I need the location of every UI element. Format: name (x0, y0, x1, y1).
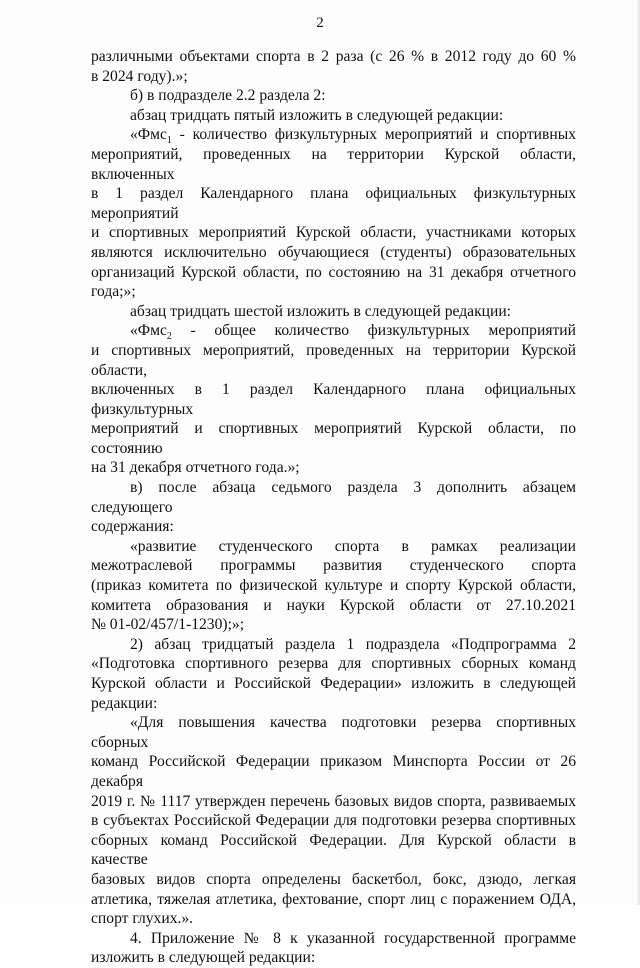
formula-subscript: 2 (166, 331, 172, 343)
quote-fms2-line (91, 321, 576, 341)
text-line (91, 576, 576, 596)
text-line (91, 419, 576, 458)
document-body (91, 47, 576, 968)
text-line (91, 380, 576, 419)
text-line-content: 2019 г. № 1117 утвержден перечень базовых видов спорта, развиваемых (91, 792, 576, 810)
text-line (91, 752, 576, 791)
text-line-content: в 1 раздел Календарного плана официальных физкультурных мероприятий (91, 185, 576, 222)
text-line: № 01-02/457/1-1230);»; (91, 616, 245, 634)
text-line-content: различными объектами спорта в 2 раза (с 26 % в 2012 году до 60 % (91, 48, 576, 65)
text-line: в 2024 году).»; (91, 67, 188, 85)
quote-fms1-first-line (91, 125, 576, 145)
text-line-content: «развитие студенческого спорта в рамках реализации (130, 537, 576, 555)
page-number: 2 (316, 15, 324, 31)
text-line: спорт глухих.». (91, 910, 194, 928)
text-line (91, 47, 576, 67)
text-line: на 31 декабря отчетного года.»; (91, 459, 300, 477)
quote-reserve-training (91, 713, 576, 752)
formula-definition: - количество физкультурных мероприятий и спортивных (171, 126, 576, 144)
paragraph-4 (91, 929, 576, 949)
text-line-content: атлетика, тяжелая атлетика, фехтование, спорт лиц с поражением ОДА, (91, 890, 576, 908)
text-line-content: 4. Приложение № 8 к указанной государственной программе (130, 929, 576, 947)
text-line (91, 596, 576, 616)
text-line-content: и спортивных мероприятий Курской области, участниками которых (91, 224, 576, 242)
text-line-content: команд Российской Федерации приказом Минспорта России от 26 декабря (91, 753, 576, 790)
text-line (91, 184, 576, 223)
paragraph-v (91, 478, 576, 517)
text-line-content: межотраслевой программы развития студенческого спорта (91, 557, 576, 575)
text-line: редакции: (91, 694, 158, 712)
text-line (91, 831, 576, 870)
text-line: содержания: (91, 518, 174, 536)
text-line (91, 243, 576, 263)
text-line-content: Курской области и Российской Федерации» изложить в следующей (91, 675, 576, 692)
text-line-content: включенных в 1 раздел Календарного плана официальных физкультурных (91, 381, 576, 418)
text-line-content: мероприятий и спортивных мероприятий Курской области, по состоянию (91, 420, 576, 457)
text-line-content: базовых видов спорта определены баскетбол, бокс, дзюдо, легкая (91, 870, 576, 888)
paragraph-b: б) в подразделе 2.2 раздела 2: (130, 87, 326, 105)
text-line-content: (приказ комитета по физической культуре и спорту Курской области, (91, 577, 576, 595)
text-line (91, 870, 576, 890)
text-line (91, 223, 576, 243)
text-line (91, 792, 576, 812)
text-line-content: и спортивных мероприятий, проведенных на территории Курской области, (91, 341, 576, 379)
quote-student-sport (91, 537, 576, 557)
text-line-content: «Для повышения качества подготовки резерва спортивных сборных (91, 714, 576, 751)
text-line (91, 890, 576, 910)
text-line (91, 263, 576, 283)
text-line-content: «Подготовка спортивного резерва для спортивных сборных команд (91, 655, 576, 673)
formula-subscript: 1 (166, 135, 172, 147)
text-line-content: являются исключительно обучающиеся (студенты) образовательных (91, 243, 576, 261)
formula-symbol: «Фмс (130, 322, 167, 340)
text-line: года;»; (91, 283, 136, 301)
text-line-content: в) после абзаца седьмого раздела 3 дополнить абзацем следующего (91, 479, 576, 516)
text-line-content: 2) абзац тридцатый раздела 1 подраздела «Подпрограмма 2 (130, 635, 576, 653)
text-line-content: мероприятий, проведенных на территории Курской области, включенных (91, 145, 576, 183)
text-line-content: сборных команд Российской Федерации. Для Курской области в качестве (91, 831, 576, 869)
paragraph-35-intro: абзац тридцать пятый изложить в следующей редакции: (130, 106, 504, 124)
text-line (91, 654, 576, 674)
text-line-content: комитета образования и науки Курской области от 27.10.2021 (91, 596, 576, 614)
text-line-content: в субъектах Российской Федерации для подготовки резерва спортивных (91, 812, 576, 830)
formula-definition: - общее количество физкультурных мероприятий (171, 322, 576, 340)
text-line-content: организаций Курской области, по состоянию на 31 декабря отчетного (91, 263, 576, 281)
text-line: изложить в следующей редакции: (91, 949, 316, 967)
paragraph-2 (91, 635, 576, 655)
quote-fms1-line (91, 125, 576, 145)
text-line (91, 341, 576, 380)
quote-fms2-first-line (91, 321, 576, 341)
paragraph-36-intro: абзац тридцать шестой изложить в следующей редакции: (130, 302, 512, 320)
text-line (91, 674, 576, 694)
formula-symbol: «Фмс (130, 126, 167, 144)
text-line (91, 811, 576, 831)
text-line (91, 145, 576, 184)
text-line (91, 556, 576, 576)
